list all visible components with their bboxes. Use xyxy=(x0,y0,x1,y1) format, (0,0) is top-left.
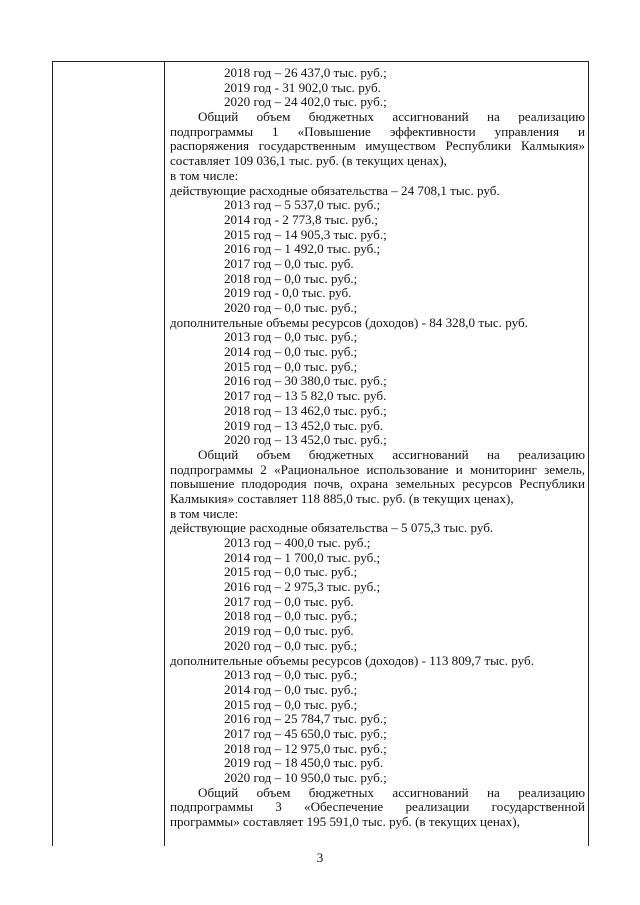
year-line: 2013 год – 0,0 тыс. руб.; xyxy=(224,667,358,683)
year-line: 2020 год – 0,0 тыс. руб.; xyxy=(224,300,358,315)
subprogram3-intro: подпрограммы 3 «Обеспечение реализации государственной xyxy=(170,799,585,815)
year-line: 2017 год – 13 5 82,0 тыс. руб. xyxy=(224,388,387,404)
year-line: 2018 год – 13 462,0 тыс. руб.; xyxy=(224,402,387,418)
year-line: 2018 год – 0,0 тыс. руб.; xyxy=(224,608,358,624)
page-number: 3 xyxy=(316,850,324,865)
existing-obligations-label: действующие расходные обязательства – 5 075,3 тыс. руб. xyxy=(170,520,494,536)
year-line: 2019 год - 31 902,0 тыс. руб. xyxy=(224,79,381,95)
year-line: 2018 год – 0,0 тыс. руб.; xyxy=(224,270,358,286)
subprogram3-intro: Общий объем бюджетных ассигнований на реализацию xyxy=(198,784,585,800)
year-line: 2014 год – 1 700,0 тыс. руб.; xyxy=(224,549,381,565)
year-line: 2015 год – 0,0 тыс. руб.; xyxy=(224,358,358,374)
subprogram1-intro: подпрограммы 1 «Повышение эффективности управления и xyxy=(170,123,585,139)
year-line: 2017 год – 0,0 тыс. руб. xyxy=(224,255,354,271)
in-total-label: в том числе: xyxy=(170,505,239,521)
year-line: 2020 год – 10 950,0 тыс. руб.; xyxy=(224,770,387,785)
subprogram1-intro: Общий объем бюджетных ассигнований на реализацию xyxy=(198,109,585,125)
year-line: 2018 год – 26 437,0 тыс. руб.; xyxy=(224,65,387,80)
year-line: 2020 год – 13 452,0 тыс. руб.; xyxy=(224,432,387,448)
year-line: 2014 год - 2 773,8 тыс. руб.; xyxy=(224,211,378,227)
year-line: 2017 год – 0,0 тыс. руб. xyxy=(224,593,354,609)
year-line: 2013 год – 400,0 тыс. руб.; xyxy=(224,535,371,550)
additional-resources-label: дополнительные объемы ресурсов (доходов) - 113 809,7 тыс. руб. xyxy=(170,652,534,668)
year-line: 2016 год – 2 975,3 тыс. руб.; xyxy=(224,579,381,595)
year-line: 2017 год – 45 650,0 тыс. руб.; xyxy=(224,725,387,741)
funding-text-column xyxy=(170,66,585,830)
year-line: 2013 год – 0,0 тыс. руб.; xyxy=(224,329,358,345)
year-line: 2019 год – 0,0 тыс. руб. xyxy=(224,623,354,639)
year-line: 2016 год – 30 380,0 тыс. руб.; xyxy=(224,373,387,389)
subprogram1-intro: составляет 109 036,1 тыс. руб. (в текущих ценах), xyxy=(170,153,447,169)
subprogram2-intro: подпрограммы 2 «Рациональное использование и мониторинг земель, xyxy=(170,461,585,477)
year-line: 2014 год – 0,0 тыс. руб.; xyxy=(224,681,358,697)
year-line: 2015 год – 14 905,3 тыс. руб.; xyxy=(224,226,387,242)
year-line: 2019 год – 18 450,0 тыс. руб. xyxy=(224,755,384,771)
additional-resources-label: дополнительные объемы ресурсов (доходов) - 84 328,0 тыс. руб. xyxy=(170,314,528,330)
year-line: 2013 год – 5 537,0 тыс. руб.; xyxy=(224,197,381,213)
subprogram2-intro: Общий объем бюджетных ассигнований на реализацию xyxy=(198,446,585,462)
year-line: 2020 год – 24 402,0 тыс. руб.; xyxy=(224,94,387,110)
year-line: 2016 год – 25 784,7 тыс. руб.; xyxy=(224,711,387,727)
year-line: 2014 год – 0,0 тыс. руб.; xyxy=(224,344,358,360)
subprogram2-intro: повышение плодородия почв, охрана земельных ресурсов Республики xyxy=(170,476,585,492)
existing-obligations-label: действующие расходные обязательства – 24 708,1 тыс. руб. xyxy=(170,182,500,198)
year-line: 2019 год – 13 452,0 тыс. руб. xyxy=(224,417,384,433)
subprogram3-intro: программы» составляет 195 591,0 тыс. руб. (в текущих ценах), xyxy=(170,814,520,830)
year-line: 2019 год - 0,0 тыс. руб. xyxy=(224,285,352,301)
subprogram1-intro: распоряжения государственным имуществом Республики Калмыкия» xyxy=(170,138,585,154)
column-divider xyxy=(164,61,165,846)
year-line: 2015 год – 0,0 тыс. руб.; xyxy=(224,564,358,580)
year-line: 2020 год – 0,0 тыс. руб.; xyxy=(224,637,358,653)
year-line: 2018 год – 12 975,0 тыс. руб.; xyxy=(224,740,387,756)
in-total-label: в том числе: xyxy=(170,167,239,183)
year-line: 2016 год – 1 492,0 тыс. руб.; xyxy=(224,241,381,257)
year-line: 2015 год – 0,0 тыс. руб.; xyxy=(224,696,358,712)
subprogram2-intro: Калмыкия» составляет 118 885,0 тыс. руб. (в текущих ценах), xyxy=(170,490,514,506)
